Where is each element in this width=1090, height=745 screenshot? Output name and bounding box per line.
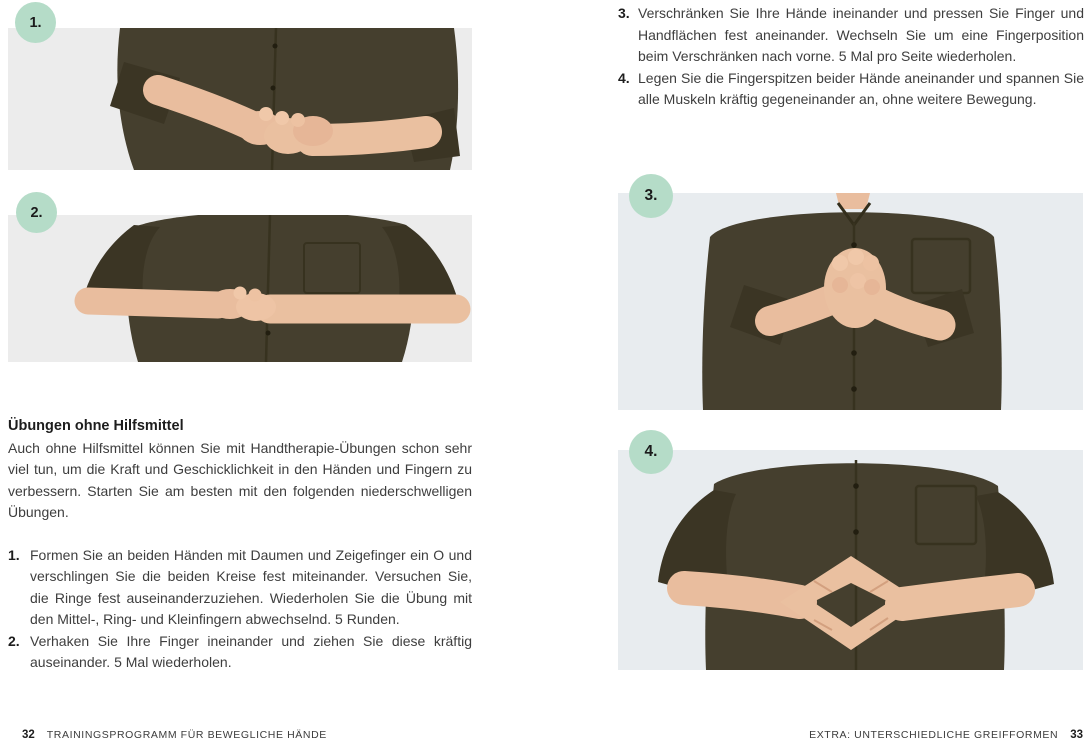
list-item-number: 1. (8, 546, 20, 563)
exercise-photo-3-illustration (618, 193, 1083, 410)
exercise-photo-1 (8, 28, 472, 170)
exercise-photo-4-illustration (618, 450, 1083, 670)
list-item-number: 2. (8, 632, 20, 649)
list-item-number: 3. (618, 5, 630, 21)
photo-badge-2: 2. (16, 192, 57, 233)
photo-badge-1: 1. (15, 2, 56, 43)
exercise-photo-4 (618, 450, 1083, 670)
exercise-photo-1-illustration (8, 28, 472, 170)
list-item-number: 4. (618, 69, 630, 86)
page-number-left: 32 (22, 729, 35, 741)
list-item (618, 68, 1084, 111)
footer-right (809, 729, 1083, 741)
intro-paragraph: Auch ohne Hilfsmittel können Sie mit Handtherapie-Übungen schon sehr viel tun, um die Kraft und Geschicklichkeit in den Händen und Fingern zu verbessern. Starten Sie am besten mit den folgenden niederschwelligen Übungen. (8, 439, 472, 520)
exercise-list-left (8, 545, 472, 674)
list-item-text: Legen Sie die Fingerspitzen beider Hände aneinander und spannen Sie alle Muskeln kräftig gegeneinander an, ohne weitere Bewegung. (638, 69, 1084, 107)
photo-badge-3: 3. (629, 174, 673, 218)
left-text-column (8, 416, 472, 674)
exercise-photo-2-illustration (8, 215, 472, 362)
list-item-text: Verhaken Sie Ihre Finger ineinander und ziehen Sie diese kräftig auseinander. 5 Mal wiederholen. (30, 632, 472, 670)
footer-title-right: EXTRA: UNTERSCHIEDLICHE GREIFFORMEN (809, 729, 1059, 741)
photo-badge-4: 4. (629, 430, 673, 474)
right-text-column (618, 3, 1084, 111)
exercise-list-right (618, 3, 1084, 111)
list-item (8, 545, 472, 631)
list-item-text: Verschränken Sie Ihre Hände ineinander und pressen Sie Finger und Handflächen fest aneinander. Wechseln Sie um eine Fingerposition beim Verschränken nach vorne. 5 Mal pro Seite wiederholen. (638, 5, 1084, 64)
list-item-text: Formen Sie an beiden Händen mit Daumen und Zeigefinger ein O und verschlingen Sie die beiden Kreise fest miteinander. Versuchen Sie, die Ringe fest auseinanderzuziehen. Wiederholen Sie die Übung mit den Mittel-, Ring- und Kleinfingern abwechselnd. 5 Runden. (30, 546, 472, 627)
list-item (618, 3, 1084, 68)
section-heading: Übungen ohne Hilfsmittel (8, 418, 184, 434)
page-number-right: 33 (1070, 729, 1083, 741)
footer-left (22, 729, 327, 741)
footer-title-left: TRAININGSPROGRAMM FÜR BEWEGLICHE HÄNDE (46, 729, 327, 741)
list-item (8, 631, 472, 674)
exercise-photo-2 (8, 215, 472, 362)
exercise-photo-3 (618, 193, 1083, 410)
